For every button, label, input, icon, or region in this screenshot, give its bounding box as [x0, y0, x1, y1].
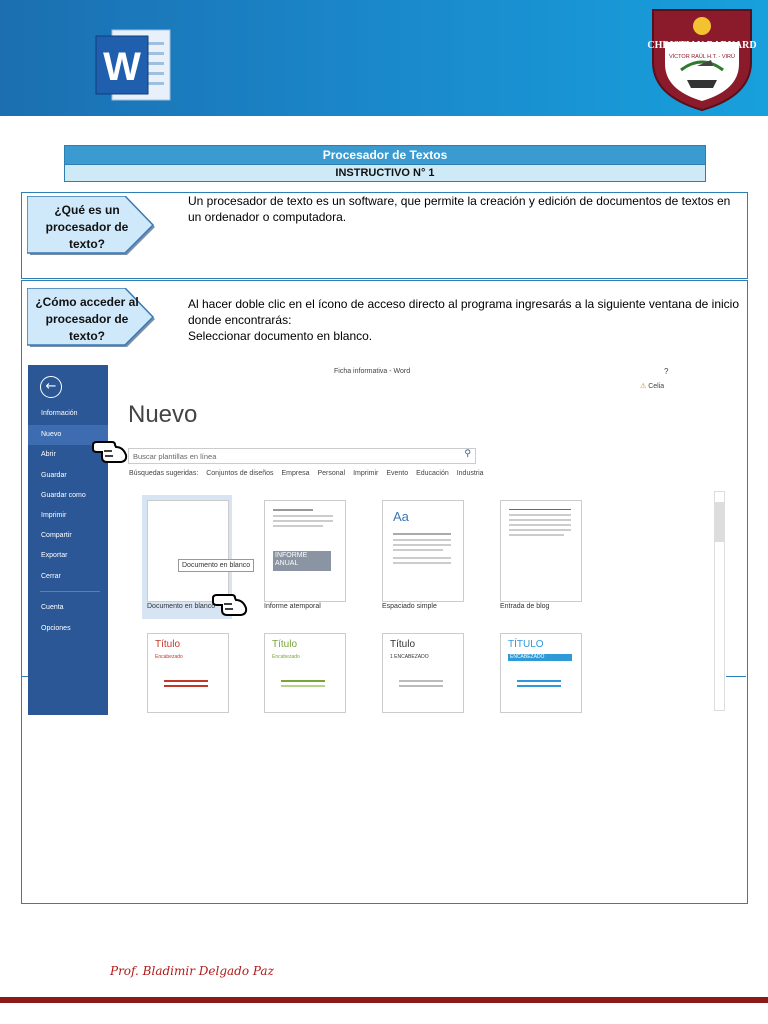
nav-guardar-como[interactable]: Guardar como [41, 492, 86, 499]
document-title: Procesador de Textos [64, 145, 706, 165]
nav-opciones[interactable]: Opciones [41, 625, 71, 632]
template-title-text: Título [272, 639, 298, 650]
user-name: Celia [648, 383, 665, 390]
suggestion-link[interactable]: Evento [386, 470, 409, 477]
help-button[interactable]: ? [664, 367, 669, 376]
template-subtitle-text: Encabezado [272, 654, 300, 660]
nav-nuevo[interactable]: Nuevo [28, 425, 108, 445]
footer-line [0, 997, 768, 1003]
suggestion-link[interactable]: Empresa [281, 470, 310, 477]
svg-text:W: W [103, 45, 141, 89]
template-title-text: Título [390, 639, 416, 650]
template-titulo-red[interactable] [147, 633, 229, 713]
section-divider [22, 676, 28, 677]
answer-2-line-1: Al hacer doble clic en el ícono de acceso directo al programa ingresarás a la siguiente ventana de inicio donde encontrarás: [188, 297, 739, 327]
answer-2 [188, 296, 744, 344]
hand-pointer-icon [210, 590, 250, 618]
template-tooltip: Documento en blanco [178, 559, 254, 572]
template-subtitle-text: 1 ENCABEZADO [390, 654, 429, 660]
suggestion-link[interactable]: Personal [317, 470, 346, 477]
author-name: Prof. Bladimir Delgado Paz [110, 964, 274, 978]
nav-abrir[interactable]: Abrir [41, 451, 56, 458]
template-label-informe: Informe atemporal [264, 603, 321, 610]
suggestion-link[interactable]: Imprimir [353, 470, 379, 477]
hand-pointer-icon [90, 437, 130, 465]
back-arrow-icon[interactable]: ← [40, 376, 62, 398]
nav-compartir[interactable]: Compartir [41, 532, 72, 539]
answer-2-line-2: Seleccionar documento en blanco. [188, 329, 373, 343]
template-search-input[interactable] [128, 448, 476, 464]
question-arrow-1 [27, 196, 159, 258]
suggestion-link[interactable]: Industria [456, 470, 484, 477]
nav-guardar[interactable]: Guardar [41, 472, 67, 479]
user-account[interactable] [640, 382, 664, 390]
template-scrollbar[interactable] [714, 491, 725, 711]
nav-cuenta[interactable]: Cuenta [41, 604, 64, 611]
template-title-text: TÍTULO [508, 639, 544, 650]
template-espaciado-simple[interactable] [382, 500, 464, 602]
section-divider [726, 676, 746, 677]
template-entrada-blog[interactable] [500, 500, 582, 602]
window-title: Ficha informativa - Word [334, 368, 411, 375]
nav-cerrar[interactable]: Cerrar [41, 573, 61, 580]
backstage-sidebar [28, 365, 108, 715]
template-titulo-blue[interactable] [500, 633, 582, 713]
crest-name: CHRISTIAN BARNARD [647, 40, 757, 51]
school-crest [647, 6, 757, 112]
search-icon[interactable]: ⚲ [464, 449, 471, 459]
template-subtitle-text: ENCABEZADO [508, 654, 572, 661]
crest-subtitle: VÍCTOR RAÚL H.T. - VIRÚ [668, 54, 736, 60]
nav-imprimir[interactable]: Imprimir [41, 512, 67, 519]
nav-exportar[interactable]: Exportar [41, 552, 68, 559]
question-2: ¿Cómo acceder al procesador de texto? [35, 294, 139, 343]
suggestion-link[interactable]: Educación [416, 470, 449, 477]
template-title-text: Título [155, 639, 181, 650]
template-blank-document[interactable] [147, 500, 229, 602]
suggested-searches [129, 470, 490, 477]
aa-sample: Aa [393, 509, 409, 524]
template-titulo-green[interactable] [264, 633, 346, 713]
suggestions-label: Búsquedas sugeridas: [129, 470, 199, 477]
report-title: INFORME ANUAL [273, 551, 331, 571]
template-subtitle-text: Encabezado [155, 654, 183, 660]
warning-icon: ⚠ [640, 383, 647, 390]
scroll-thumb[interactable] [715, 502, 724, 542]
question-1: ¿Qué es un procesador de texto? [45, 202, 129, 251]
search-placeholder: Buscar plantillas en línea [133, 452, 217, 461]
answer-1: Un procesador de texto es un software, que permite la creación y edición de documentos de textos en un ordenador o computadora. [188, 194, 731, 224]
template-label-blog: Entrada de blog [500, 603, 550, 610]
nav-informacion[interactable]: Información [41, 410, 78, 417]
template-titulo-gray[interactable] [382, 633, 464, 713]
page-heading: Nuevo [128, 401, 198, 428]
suggestion-link[interactable]: Conjuntos de diseños [206, 470, 274, 477]
nav-divider [40, 591, 100, 592]
document-subtitle: INSTRUCTIVO N° 1 [64, 164, 706, 182]
question-arrow-2 [27, 288, 159, 350]
template-label-espaciado: Espaciado simple [382, 603, 437, 610]
template-label-blank: Documento en blanco [147, 603, 216, 610]
word-window-screenshot [28, 365, 732, 717]
template-informe-atemporal[interactable] [264, 500, 346, 602]
word-logo-icon [94, 26, 172, 104]
